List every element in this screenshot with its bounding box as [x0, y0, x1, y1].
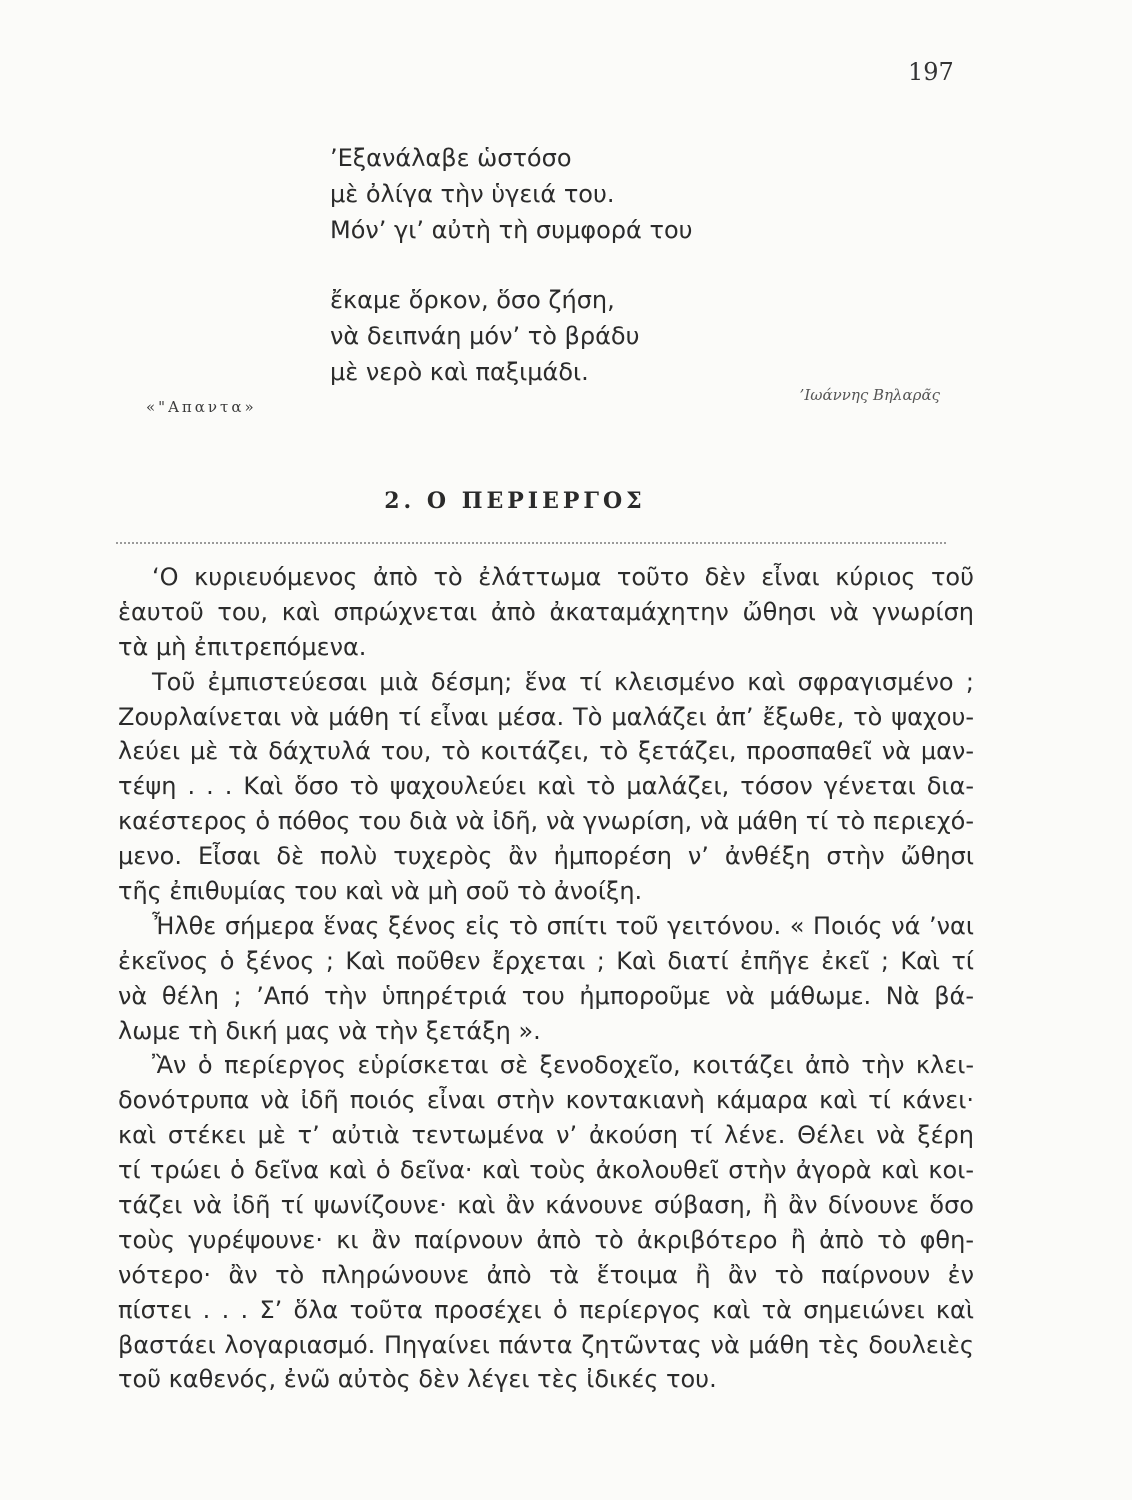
poem-line: μὲ ὀλίγα τὴν ὑγειά του.: [330, 180, 615, 208]
text-line: ‘Ο κυριευόμενος ἀπὸ τὸ ἐλάττωμα τοῦτο δὲν εἶναι κύριος τοῦ: [152, 563, 974, 591]
dotted-divider: [116, 542, 946, 544]
section-title: 2. Ο ΠΕΡΙΕΡΓΟΣ: [384, 488, 646, 514]
poem-line: Μόν’ γι’ αὐτὴ τὴ συμφορά του: [330, 216, 693, 244]
body-text: [118, 560, 974, 1397]
stanza-gap: [330, 248, 790, 282]
text-line: καὶ στέκει μὲ τ’ αὐτιὰ τεντωμένα ν’ ἀκούση τί λένε. Θέλει νὰ ξέρη: [118, 1121, 974, 1150]
text-line: τέψη . . . Καὶ ὅσο τὸ ψαχουλεύει καὶ τὸ μαλάζει, τόσον γένεται δια-: [118, 772, 974, 801]
poem-line: ’Εξανάλαβε ὡστόσο: [330, 144, 572, 172]
poem-line: νὰ δειπνάη μόν’ τὸ βράδυ: [330, 322, 640, 350]
text-line: τί τρώει ὁ δεῖνα καὶ ὁ δεῖνα· καὶ τοὺς ἀκολουθεῖ στὴν ἀγορὰ καὶ κοι-: [118, 1156, 974, 1185]
text-line: τὰ μὴ ἐπιτρεπόμενα.: [118, 632, 367, 661]
text-line: ἑαυτοῦ του, καὶ σπρώχνεται ἀπὸ ἀκαταμάχητην ὤθησι νὰ γνωρίση: [118, 597, 974, 626]
text-line: Ἦλθε σήμερα ἕνας ξένος εἰς τὸ σπίτι τοῦ γειτόνου. « Ποιός νά ’ναι: [152, 911, 974, 940]
text-line: τοὺς γυρέψουνε· κι ἂν παίρνουν ἀπὸ τὸ ἀκριβότερο ἢ ἀπὸ τὸ φθη-: [118, 1225, 974, 1254]
text-line: Ζουρλαίνεται νὰ μάθη τί εἶναι μέσα. Τὸ μαλάζει ἀπ’ ἔξωθε, τὸ ψαχου-: [118, 702, 974, 731]
text-line: βαστάει λογαριασμό. Πηγαίνει πάντα ζητῶντας νὰ μάθη τὲς δουλειὲς: [118, 1330, 974, 1359]
paragraph: [118, 665, 974, 909]
text-line: πίστει . . . Σ’ ὅλα τοῦτα προσέχει ὁ περίεργος καὶ τὰ σημειώνει καὶ: [118, 1295, 974, 1324]
text-line: λωμε τὴ δική μας νὰ τὴν ξετάξη ».: [118, 1016, 541, 1045]
text-line: λεύει μὲ τὰ δάχτυλά του, τὸ κοιτάζει, τὸ ξετάζει, προσπαθεῖ νὰ μαν-: [118, 737, 974, 766]
text-line: καέστερος ὁ πόθος του διὰ νὰ ἰδῆ, νὰ γνωρίση, νὰ μάθη τί τὸ περιεχό-: [118, 807, 974, 836]
text-line: νότερο· ἂν τὸ πληρώνουνε ἀπὸ τὰ ἕτοιμα ἢ ἂν τὸ παίρνουν ἐν: [118, 1260, 974, 1289]
source-label: «"Απαντα»: [146, 398, 257, 416]
text-line: νὰ θέλη ; ’Από τὴν ὑπηρέτριά του ἠμποροῦμε νὰ μάθωμε. Νὰ βά-: [118, 981, 974, 1010]
paragraph: [118, 909, 974, 1049]
page-number: 197: [908, 58, 954, 86]
text-line: μενο. Εἶσαι δὲ πολὺ τυχερὸς ἂν ἠμπορέση ν’ ἀνθέξη στὴν ὤθησι: [118, 842, 974, 871]
poem: [330, 140, 790, 390]
paragraph: [118, 560, 974, 665]
poem-line: μὲ νερὸ καὶ παξιμάδι.: [330, 358, 589, 386]
poem-line: ἔκαμε ὅρκον, ὅσο ζήση,: [330, 286, 615, 314]
text-line: ἐκεῖνος ὁ ξένος ; Καὶ ποῦθεν ἔρχεται ; Καὶ διατί ἐπῆγε ἐκεῖ ; Καὶ τί: [118, 946, 974, 975]
text-line: Ἂν ὁ περίεργος εὑρίσκεται σὲ ξενοδοχεῖο, κοιτάζει ἀπὸ τὴν κλει-: [152, 1051, 974, 1080]
text-line: Τοῦ ἐμπιστεύεσαι μιὰ δέσμη; ἕνα τί κλεισμένο καὶ σφραγισμένο ;: [152, 667, 974, 696]
text-line: δονότρυπα νὰ ἰδῆ ποιός εἶναι στὴν κοντακιανὴ κάμαρα καὶ τί κάνει·: [118, 1086, 974, 1115]
paragraph: [118, 1048, 974, 1397]
text-line: τάζει νὰ ἰδῆ τί ψωνίζουνε· καὶ ἂν κάνουνε σύβαση, ἢ ἂν δίνουνε ὅσο: [118, 1191, 974, 1220]
text-line: τῆς ἐπιθυμίας του καὶ νὰ μὴ σοῦ τὸ ἀνοίξη.: [118, 877, 643, 906]
text-line: τοῦ καθενός, ἐνῶ αὐτὸς δὲν λέγει τὲς ἰδικές του.: [118, 1365, 717, 1394]
poem-attribution: ’Ιωάννης Βηλαρᾶς: [799, 386, 940, 404]
